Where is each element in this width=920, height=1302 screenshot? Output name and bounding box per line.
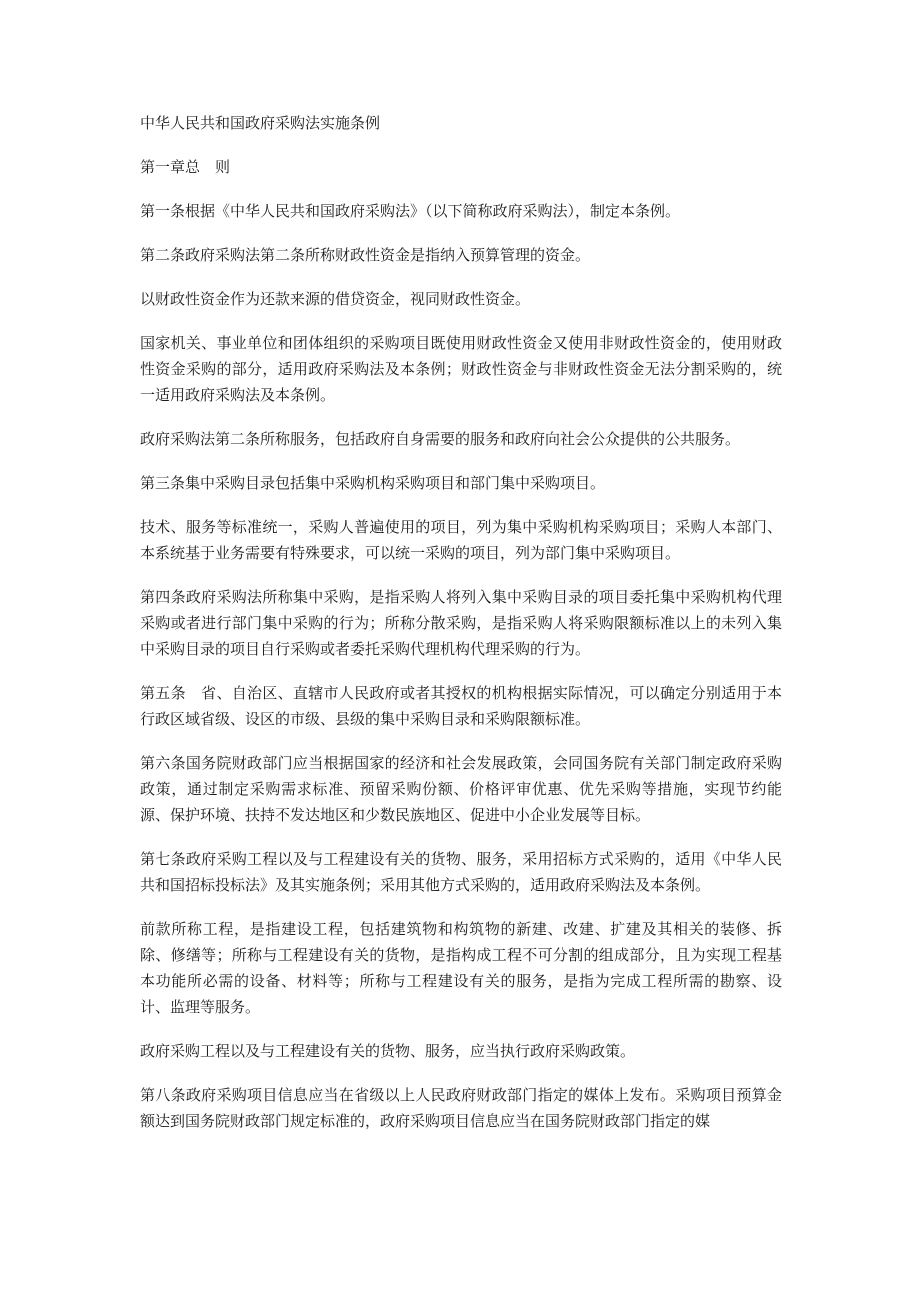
paragraph: 以财政性资金作为还款来源的借贷资金，视同财政性资金。: [140, 290, 531, 308]
paragraph: 第四条政府采购法所称集中采购，是指采购人将列入集中采购目录的项目委托集中采购机构代理采购或者进行部门集中采购的行为；所称分散采购，是指采购人将采购限额标准以上的未列入集中采购目录的项目自行采购或者委托采购代理机构代理采购的行为。: [140, 588, 782, 658]
paragraph: 第三条集中采购目录包括集中采购机构采购项目和部门集中采购项目。: [140, 474, 606, 492]
document-page: [140, 110, 782, 1152]
paragraph: 第六条国务院财政部门应当根据国家的经济和社会发展政策，会同国务院有关部门制定政府采购政策，通过制定采购需求标准、预留采购份额、价格评审优惠、优先采购等措施，实现节约能源、保护环境、扶持不发达地区和少数民族地区、促进中小企业发展等目标。: [140, 754, 782, 824]
paragraph: 政府采购法第二条所称服务，包括政府自身需要的服务和政府向社会公众提供的公共服务。: [140, 430, 741, 448]
document-title: 中华人民共和国政府采购法实施条例: [140, 114, 381, 132]
paragraph: 第七条政府采购工程以及与工程建设有关的货物、服务，采用招标方式采购的，适用《中华人民共和国招标投标法》及其实施条例；采用其他方式采购的，适用政府采购法及本条例。: [140, 850, 782, 894]
paragraph: 前款所称工程，是指建设工程，包括建筑物和构筑物的新建、改建、扩建及其相关的装修、拆除、修缮等；所称与工程建设有关的货物，是指构成工程不可分割的组成部分，且为实现工程基本功能所必需的设备、材料等；所称与工程建设有关的服务，是指为完成工程所需的勘察、设计、监理等服务。: [140, 920, 782, 1016]
paragraph: 第五条 省、自治区、直辖市人民政府或者其授权的机构根据实际情况，可以确定分别适用于本行政区域省级、设区的市级、县级的集中采购目录和采购限额标准。: [140, 684, 782, 728]
paragraph: 技术、服务等标准统一，采购人普遍使用的项目，列为集中采购机构采购项目；采购人本部门、本系统基于业务需要有特殊要求，可以统一采购的项目，列为部门集中采购项目。: [140, 518, 782, 562]
paragraph: 国家机关、事业单位和团体组织的采购项目既使用财政性资金又使用非财政性资金的，使用财政性资金采购的部分，适用政府采购法及本条例；财政性资金与非财政性资金无法分割采购的，统一适用政府采购法及本条例。: [140, 334, 782, 404]
paragraph: 第一条根据《中华人民共和国政府采购法》（以下简称政府采购法），制定本条例。: [140, 202, 681, 220]
paragraph: 第八条政府采购项目信息应当在省级以上人民政府财政部门指定的媒体上发布。采购项目预算金额达到国务院财政部门规定标准的，政府采购项目信息应当在国务院财政部门指定的媒: [140, 1086, 782, 1130]
chapter-heading: 第一章总 则: [140, 158, 231, 176]
paragraph: 政府采购工程以及与工程建设有关的货物、服务，应当执行政府采购政策。: [140, 1042, 636, 1060]
paragraph: 第二条政府采购法第二条所称财政性资金是指纳入预算管理的资金。: [140, 246, 591, 264]
